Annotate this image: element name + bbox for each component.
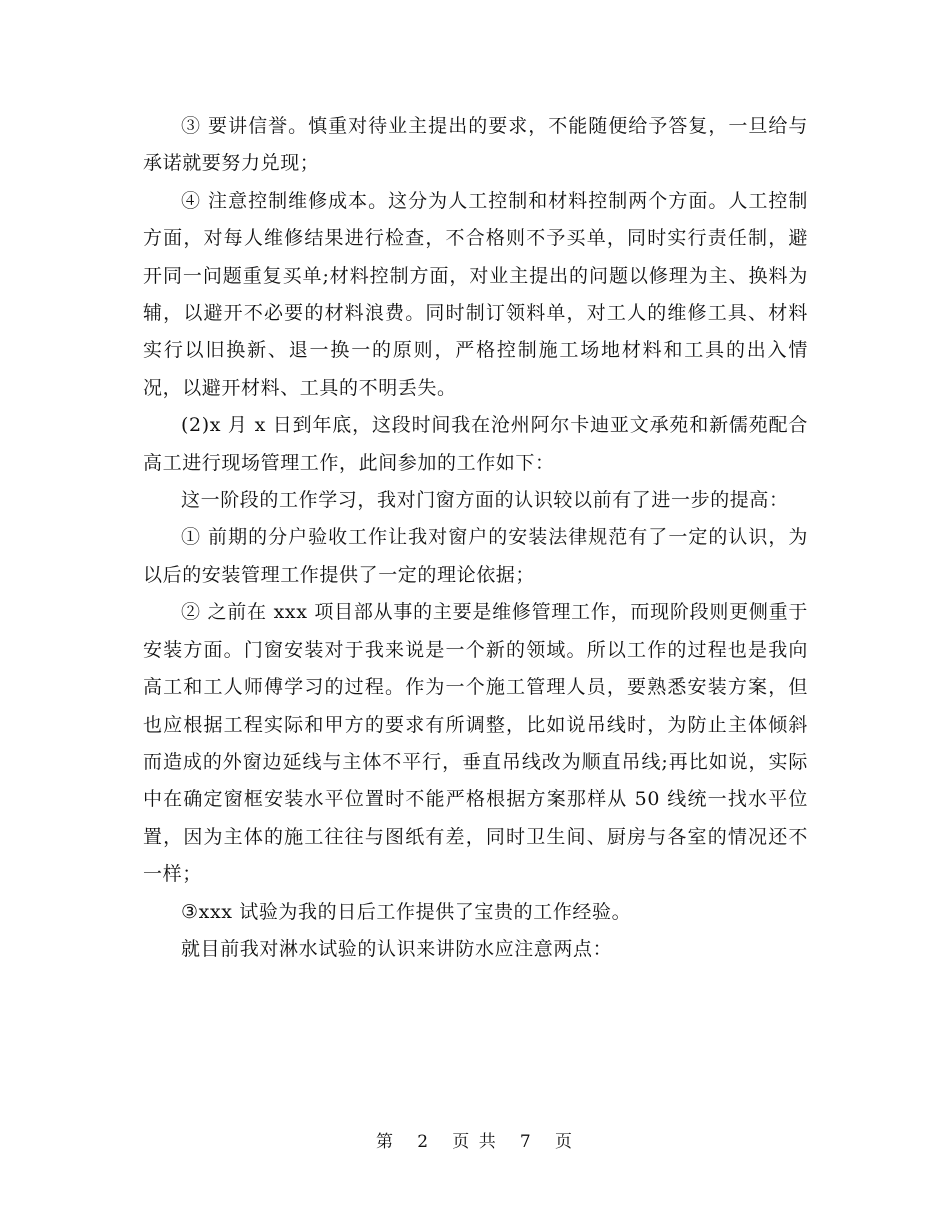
document-body — [143, 108, 808, 968]
footer-current-page: 2 — [417, 1132, 431, 1152]
footer-prefix: 第 — [376, 1132, 396, 1152]
paragraph-waterproof: 就目前我对淋水试验的认识来讲防水应注意两点： — [181, 937, 613, 960]
paragraph-test-experience: ③xxx 试验为我的日后工作提供了宝贵的工作经验。 — [181, 900, 632, 923]
paragraph-control-cost: ④ 注意控制维修成本。这分为人工控制和材料控制两个方面。人工控制方面，对每人维修结果进行检查，不合格则不予买单，同时实行责任制，避开同一问题重复买单;材料控制方面，对业主提出的问题以修理为主、换料为辅，以避开不必要的材料浪费。同时制订领料单，对工人的维修工具、材料实行以旧换新、退一换一的原则，严格控制施工场地材料和工具的出入情况，以避开材料、工具的不明丢失。 — [143, 189, 808, 399]
footer-mid: 页 共 — [452, 1132, 498, 1152]
paragraph-period-2: (2)x 月 x 日到年底，这段时间我在沧州阿尔卡迪亚文承苑和新儒苑配合高工进行现场管理工作，此间参加的工作如下： — [143, 414, 808, 474]
paragraph-stage-learning: 这一阶段的工作学习，我对门窗方面的认识较以前有了进一步的提高： — [181, 489, 789, 512]
paragraph-acceptance-work: ① 前期的分户验收工作让我对窗户的安装法律规范有了一定的认识，为以后的安装管理工作提供了一定的理论依据； — [143, 526, 808, 586]
paragraph-keep-credit: ③ 要讲信誉。慎重对待业主提出的要求，不能随便给予答复，一旦给与承诺就要努力兑现； — [143, 115, 808, 175]
footer-suffix: 页 — [554, 1132, 574, 1152]
footer-total-pages: 7 — [519, 1132, 533, 1152]
page-footer — [0, 1127, 950, 1152]
paragraph-installation: ② 之前在 xxx 项目部从事的主要是维修管理工作，而现阶段则更侧重于安装方面。门窗安装对于我来说是一个新的领域。所以工作的过程也是我向高工和工人师傅学习的过程。作为一个施工管理人员，要熟悉安装方案，但也应根据工程实际和甲方的要求有所调整，比如说吊线时，为防止主体倾斜而造成的外窗边延线与主体不平行，垂直吊线改为顺直吊线;再比如说，实际中在确定窗框安装水平位置时不能严格根据方案那样从 50 线统一找水平位置，因为主体的施工往往与图纸有差，同时卫生间、厨房与各室的情况还不一样； — [143, 601, 808, 886]
